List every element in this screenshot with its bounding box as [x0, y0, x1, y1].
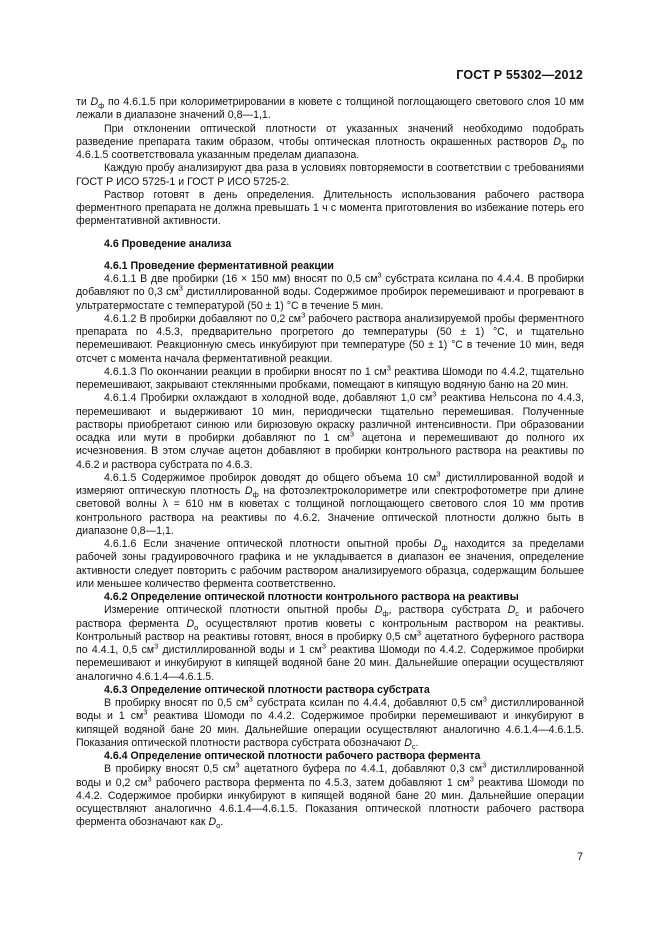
section-heading-4-6: 4.6 Проведение анализа	[104, 237, 232, 250]
page-number: 7	[577, 851, 583, 863]
section-heading-4-6-3: 4.6.3 Определение оптической плотности раствора субстрата	[104, 683, 430, 696]
paragraph-continuation: ти $D_ф$ по 4.6.1.5 при колориметрировании в кювете с толщиной поглощающего светового слоя 10 мм лежали в диапазоне значений 0,8—1,1.	[76, 96, 584, 122]
paragraph-4-6-2: Измерение оптической плотности опытной пробы $D_ф$, раствора субстрата $D_с$ и рабочего раствора фермента $D_о$ осуществляют против кюветы с контрольным раствором на реактивы. Контрольный раствор на реактивы готовят, внося в пробирку 0,5 $см^3$ ацетатного буферного раствора по 4.4.1, 0,5 $см^3$ дистиллированной воды и 1 $см^3$ реактива Шомоди по 4.4.2. Содержимое пробирки перемешивают и инкубируют в кипящей водяной бане 20 мин. Дальнейшие операции осуществляют аналогично 4.6.1.4—4.6.1.5.	[76, 604, 584, 683]
document-header: ГОСТ Р 55302—2012	[456, 68, 583, 82]
paragraph: Каждую пробу анализируют два раза в условиях повторяемости в соответствии с требованиями ГОСТ Р ИСО 5725-1 и ГОСТ Р ИСО 5725-2.	[76, 162, 584, 188]
section-heading-4-6-4: 4.6.4 Определение оптической плотности рабочего раствора фермента	[104, 750, 481, 762]
paragraph-4-6-1-1: 4.6.1.1 В две пробирки (16 × 150 мм) вносят по 0,5 $см^3$ субстрата ксилана по 4.4.4. В пробирки добавляют по 0,3 $см^3$ дистиллированной воды. Содержимое пробирок перемешивают и прогревают в ультратермостате с температурой (50 ± 1) °С в течение 5 мин.	[76, 270, 585, 312]
paragraph-4-6-4: В пробирку вносят 0,5 $см^3$ ацетатного буфера по 4.4.1, добавляют 0,3 $см^3$ дистиллированной воды и 0,2 $см^3$ рабочего раствора фермента по 4.5.3, затем добавляют 1 $см^3$ реактива Шомоди по 4.4.2. Содержимое пробирки инкубируют в кипящей водяной бане 20 мин. Дальнейшие операции осуществляют аналогично 4.6.1.4—4.6.1.5. Показания оптической плотности рабочего раствора фермента обозначают как $D_о$.	[76, 760, 584, 831]
document-body	[76, 96, 584, 830]
paragraph-4-6-1-6: 4.6.1.6 Если значение оптической плотности опытной пробы $D_ф$ находится за пределами рабочей зоны градуировочного графика и не укладывается в диапазон ее значения, определение активности следует повторить с рабочим раствором анализируемого образца, содержащим большее или меньшее количество фермента соответственно.	[76, 538, 584, 590]
paragraph-4-6-1-2: 4.6.1.2 В пробирки добавляют по 0,2 $см^3$ рабочего раствора анализируемой пробы ферментного препарата по 4.5.3, предварительно прогретого до температуры (50 ± 1) °С, и тщательно перемешивают. Реакционную смесь инкубируют при температуре (50 ± 1) °С в течение 10 мин, ведя отсчет с момента начала ферментативной реакции.	[76, 310, 584, 365]
paragraph-4-6-1-5: 4.6.1.5 Содержимое пробирок доводят до общего объема 10 $см^3$ дистиллированной водой и измеряют оптическую плотность $D_ф$ на фотоэлектроколориметре или спектрофотометре при длине световой волны λ = 610 нм в кюветах с толщиной поглощающего светового слоя 10 мм против контрольного раствора на реактивы по 4.6.2. Значение оптической плотности должно быть в диапазоне 0,8—1,1.	[76, 469, 585, 537]
paragraph: При отклонении оптической плотности от указанных значений необходимо подобрать разведение препарата таким образом, чтобы оптическая плотность окрашенных растворов $D_ф$ по 4.6.1.5 соответствовала указанным пределам диапазона.	[76, 122, 584, 161]
section-heading-4-6-2: 4.6.2 Определение оптической плотности контрольного раствора на реактивы	[104, 591, 519, 603]
paragraph: Раствор готовят в день определения. Длительность использования рабочего раствора ферментного препарата не должна превышать 1 ч с момента приготовления во избежание потерь его ферментативной активности.	[76, 188, 584, 228]
paragraph-4-6-1-3: 4.6.1.3 По окончании реакции в пробирки вносят по 1 $см^3$ реактива Шомоди по 4.4.2, тщательно перемешивают, закрывают стеклянными пробками, помещают в кипящую водяную баню на 20 мин.	[76, 363, 584, 391]
section-heading-4-6-1: 4.6.1 Проведение ферментативной реакции	[104, 259, 334, 272]
paragraph-4-6-3: В пробирку вносят по 0,5 $см^3$ субстрата ксилан по 4.4.4, добавляют 0,5 $см^3$ дистиллированной воды и 1 $см^3$ реактива Шомоди по 4.4.2. Содержимое пробирки перемешивают и инкубируют в кипящей водяной бане 20 мин. Дальнейшие операции осуществляют аналогично 4.6.1.4—4.6.1.5. Показания оптической плотности раствора субстрата обозначают $D_с$.	[76, 694, 585, 751]
paragraph-4-6-1-4: 4.6.1.4 Пробирки охлаждают в холодной воде, добавляют 1,0 $см^3$ реактива Нельсона по 4.4.3, перемешивают и выдерживают 10 мин, периодически тщательно перемешивая. Полученные растворы приобретают синюю или бирюзовую окраску различной интенсивности. При образовании осадка или мути в пробирки добавляют по 1 $см^3$ ацетона и перемешивают до полного их исчезновения. В этом случае ацетон добавляют в пробирки контрольного раствора на реактивы по 4.6.2 и раствора субстрата по 4.6.3.	[76, 389, 584, 471]
